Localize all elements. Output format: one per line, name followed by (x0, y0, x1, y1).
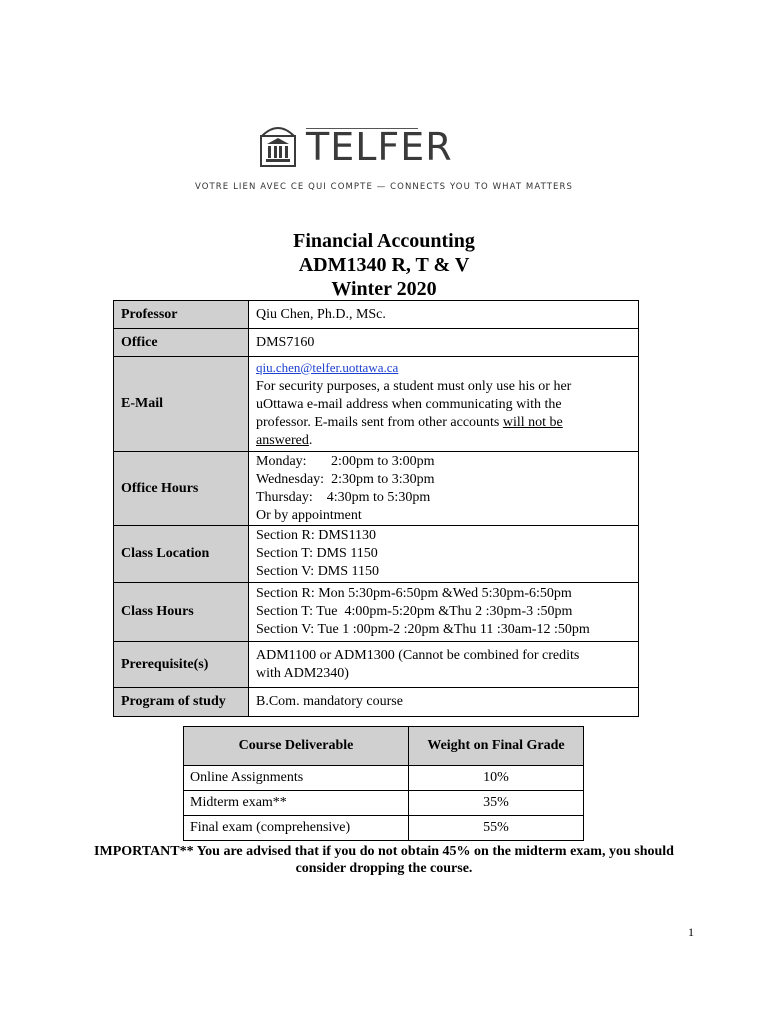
office-hours-line: Monday: 2:00pm to 3:00pm (256, 453, 435, 469)
grading-row (184, 766, 584, 791)
class-hours-label: Class Hours (114, 583, 249, 642)
office-hours-line: Or by appointment (256, 507, 362, 523)
logo-text: TELFER (306, 125, 453, 169)
grading-row (184, 791, 584, 816)
office-hours-label: Office Hours (114, 452, 249, 526)
telfer-logo (258, 120, 453, 170)
prerequisites-value (249, 642, 639, 688)
professor-label: Professor (114, 301, 249, 329)
email-note-line: For security purposes, a student must only use his or her (256, 378, 572, 394)
course-title: Financial Accounting (293, 230, 475, 252)
weight-cell: 55% (409, 816, 584, 841)
page-number: 1 (688, 925, 694, 939)
email-label: E-Mail (114, 357, 249, 452)
row-office (114, 329, 639, 357)
weight-cell: 10% (409, 766, 584, 791)
course-info-table (113, 300, 639, 717)
class-hours-line: Section R: Mon 5:30pm-6:50pm &Wed 5:30pm-6:50pm (256, 586, 572, 601)
class-hours-value (249, 583, 639, 642)
notice-line: consider dropping the course. (295, 861, 473, 876)
row-class-location (114, 526, 639, 583)
weight-header: Weight on Final Grade (409, 727, 584, 766)
email-note-emphasis: will not be (502, 414, 563, 430)
deliverable-cell: Online Assignments (184, 766, 409, 791)
office-hours-value (249, 452, 639, 526)
row-class-hours (114, 583, 639, 642)
grading-header-row (184, 727, 584, 766)
class-location-label: Class Location (114, 526, 249, 583)
row-program (114, 688, 639, 717)
location-line: Section R: DMS1130 (256, 528, 377, 543)
course-title-block (0, 229, 768, 301)
email-link[interactable]: qiu.chen@telfer.uottawa.ca (256, 359, 399, 375)
office-hours-line: Thursday: 4:30pm to 5:30pm (256, 489, 431, 505)
row-email (114, 357, 639, 452)
important-notice (0, 843, 768, 877)
course-term: Winter 2020 (331, 278, 437, 300)
location-line: Section V: DMS 1150 (256, 564, 380, 579)
row-professor (114, 301, 639, 329)
office-hours-line: Wednesday: 2:30pm to 3:30pm (256, 471, 435, 487)
class-hours-line: Section T: Tue 4:00pm-5:20pm &Thu 2 :30pm-3 :50pm (256, 604, 573, 619)
weight-cell: 35% (409, 791, 584, 816)
email-note-emphasis: answered (256, 432, 309, 448)
email-value (249, 357, 639, 452)
email-note-line: uOttawa e-mail address when communicating with the (256, 396, 562, 412)
prerequisites-label: Prerequisite(s) (114, 642, 249, 688)
building-icon (258, 122, 298, 168)
program-value: B.Com. mandatory course (249, 688, 639, 717)
tagline: VOTRE LIEN AVEC CE QUI COMPTE — CONNECTS YOU TO WHAT MATTERS (194, 182, 574, 192)
prereq-line: ADM1100 or ADM1300 (Cannot be combined for credits (256, 647, 580, 663)
deliverable-cell: Midterm exam** (184, 791, 409, 816)
professor-value: Qiu Chen, Ph.D., MSc. (249, 301, 639, 329)
email-note-line: professor. E-mails sent from other accounts (256, 414, 503, 430)
office-label: Office (114, 329, 249, 357)
class-location-value (249, 526, 639, 583)
location-line: Section T: DMS 1150 (256, 546, 378, 561)
deliverable-cell: Final exam (comprehensive) (184, 816, 409, 841)
program-label: Program of study (114, 688, 249, 717)
row-office-hours (114, 452, 639, 526)
email-note-period: . (308, 432, 313, 448)
course-code: ADM1340 R, T & V (298, 254, 470, 276)
grading-table (183, 726, 584, 841)
office-value: DMS7160 (249, 329, 639, 357)
prereq-line: with ADM2340) (256, 665, 349, 681)
deliverable-header: Course Deliverable (184, 727, 409, 766)
grading-row (184, 816, 584, 841)
row-prerequisites (114, 642, 639, 688)
notice-line: IMPORTANT** You are advised that if you do not obtain 45% on the midterm exam, you should (94, 844, 674, 859)
class-hours-line: Section V: Tue 1 :00pm-2 :20pm &Thu 11 :30am-12 :50pm (256, 622, 590, 637)
